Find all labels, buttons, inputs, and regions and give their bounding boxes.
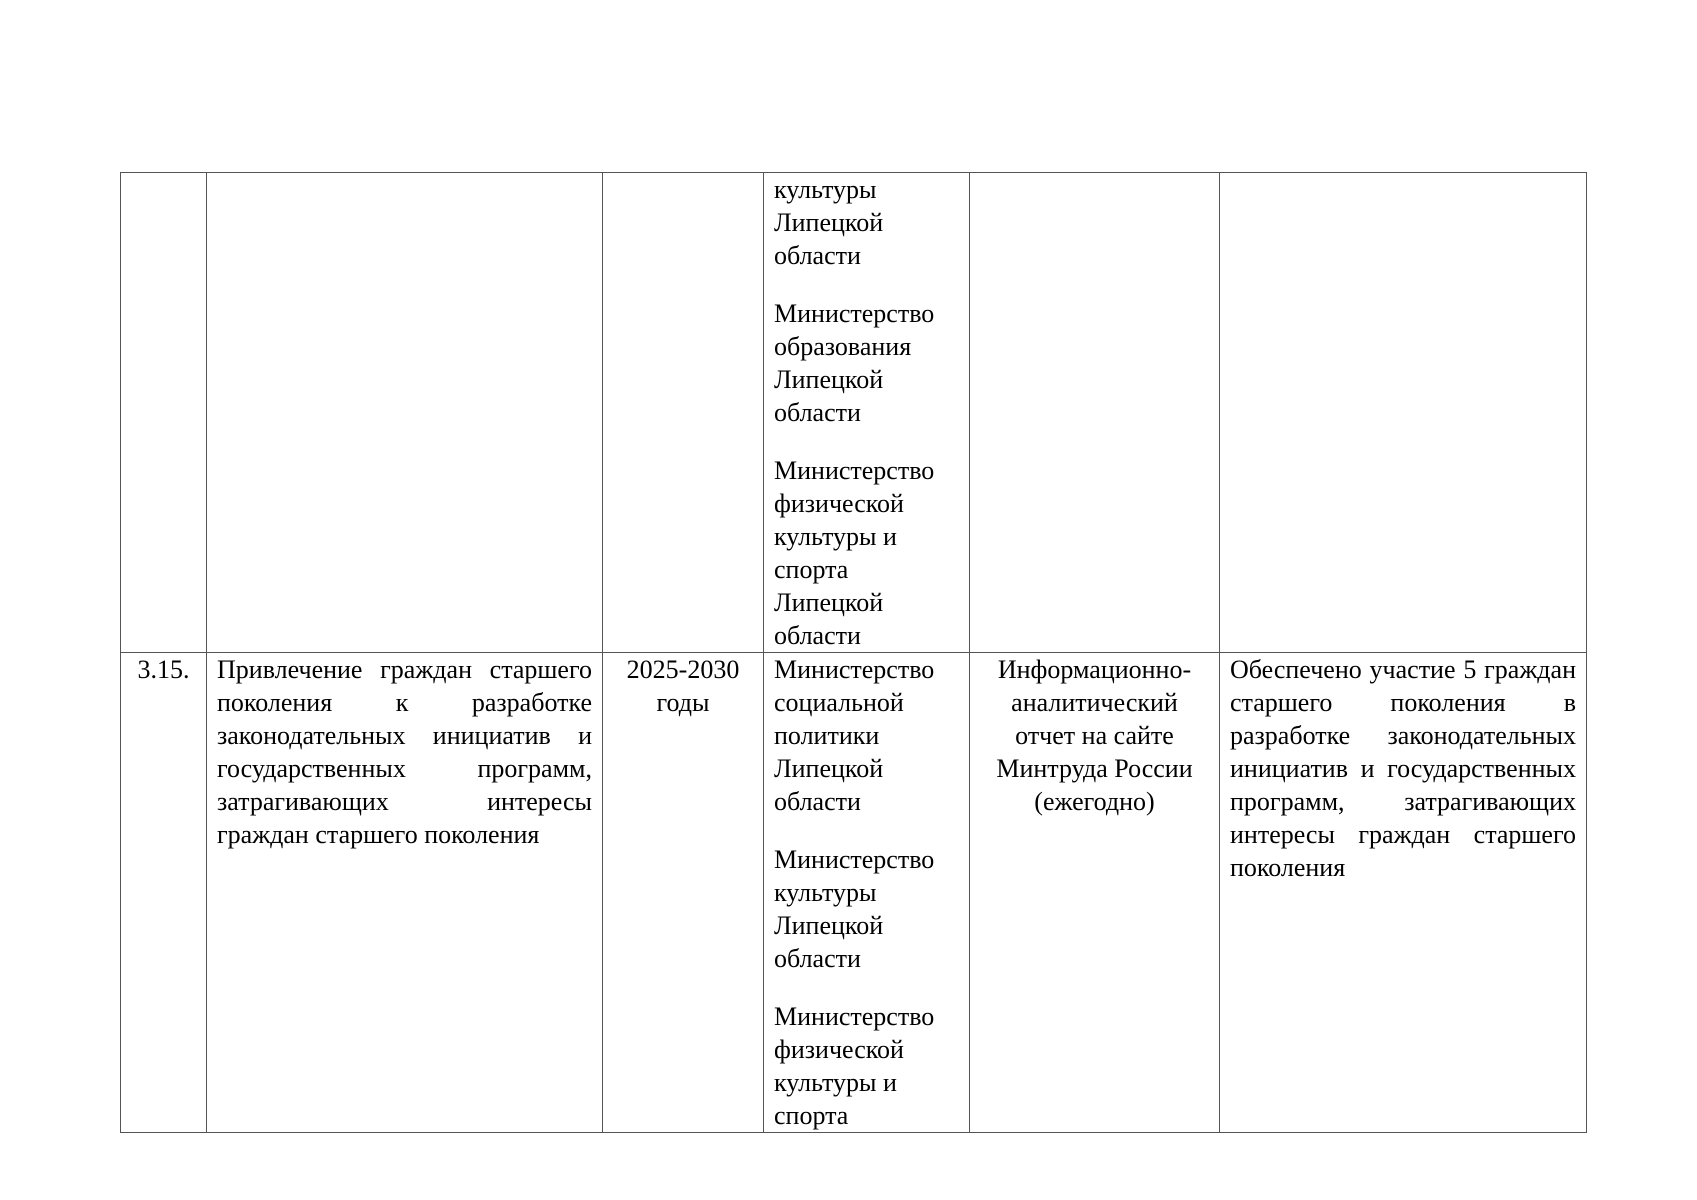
cell-number <box>121 173 207 653</box>
table-row-continuation <box>121 173 1587 653</box>
executor-text: Министерство культуры Липецкой области <box>774 845 935 973</box>
measures-table <box>120 172 1587 1133</box>
cell-executors <box>764 173 970 653</box>
executor-text: Министерство физической культуры и спорта Липецкой области <box>774 456 935 650</box>
cell-activity <box>207 173 603 653</box>
cell-document: Информационно-аналитический отчет на сайте Минтруда России (ежегодно) <box>970 653 1220 1133</box>
cell-result <box>1220 173 1587 653</box>
executor-text: Министерство физической культуры и спорта <box>774 1002 935 1130</box>
cell-document <box>970 173 1220 653</box>
table-row-3-15 <box>121 653 1587 1133</box>
executor-text: культуры Липецкой области <box>774 175 884 270</box>
cell-number: 3.15. <box>121 653 207 1133</box>
cell-activity: Привлечение граждан старшего поколения к разработке законодательных инициатив и государственных программ, затрагивающих интересы граждан старшего поколения <box>207 653 603 1133</box>
cell-period <box>603 173 764 653</box>
cell-period: 2025-2030 годы <box>603 653 764 1133</box>
cell-result: Обеспечено участие 5 граждан старшего поколения в разработке законодательных инициатив и государственных программ, затрагивающих интересы граждан старшего поколения <box>1220 653 1587 1133</box>
executor-text: Министерство социальной политики Липецкой области <box>774 655 935 816</box>
executor-text: Министерство образования Липецкой области <box>774 299 935 427</box>
cell-executors <box>764 653 970 1133</box>
